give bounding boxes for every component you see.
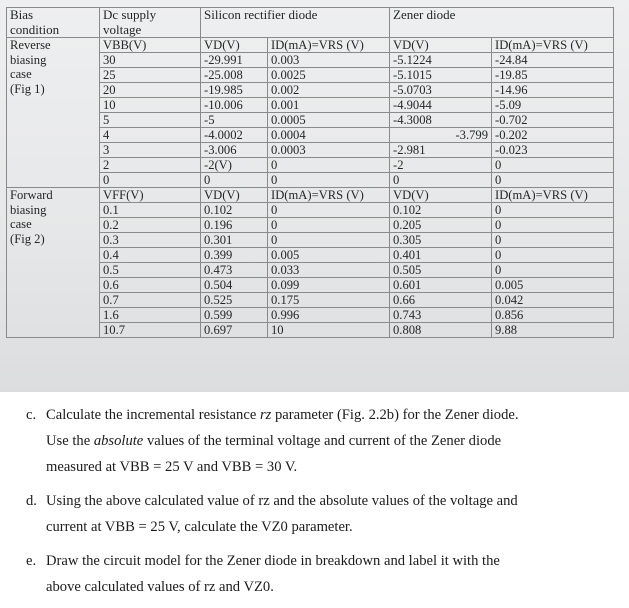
table-cell: 0: [268, 233, 390, 248]
reverse-label: Reverse biasing case (Fig 1): [7, 38, 100, 188]
table-cell: 0.175: [268, 293, 390, 308]
table-cell: 10: [268, 323, 390, 338]
table-cell: 20: [100, 83, 201, 98]
table-cell: -0.202: [492, 128, 614, 143]
reverse-subheader-row: [7, 38, 614, 53]
table-cell: 0.002: [268, 83, 390, 98]
table-cell: 2: [100, 158, 201, 173]
table-cell: 0.504: [201, 278, 268, 293]
table-cell: 0: [268, 173, 390, 188]
table-cell: 0.099: [268, 278, 390, 293]
forward-subheader-cell: VFF(V): [100, 188, 201, 203]
question-e-line2: above calculated values of rz and VZ0.: [46, 579, 274, 595]
table-cell: 0.205: [390, 218, 492, 233]
table-cell: 0: [492, 233, 614, 248]
question-d-line2: current at VBB = 25 V, calculate the VZ0 parameter.: [46, 519, 353, 535]
table-cell: -10.006: [201, 98, 268, 113]
table-cell: 0.1: [100, 203, 201, 218]
table-cell: 0.525: [201, 293, 268, 308]
table-cell: -14.96: [492, 83, 614, 98]
table-cell: 0.005: [268, 248, 390, 263]
dc-supply-header: Dc supply voltage: [100, 8, 201, 38]
table-cell: 0: [492, 203, 614, 218]
table-cell: 0.033: [268, 263, 390, 278]
table-cell: 0.0005: [268, 113, 390, 128]
question-d: [26, 488, 606, 540]
question-c: c. Calculate the incremental resistance rz parameter (Fig. 2.2b) for the Zener diode. Use the absolute values of the terminal voltage and current of the Zener diode measured at VBB = 25 V and VBB = 30 V.: [26, 402, 606, 480]
table-cell: 0.5: [100, 263, 201, 278]
table-cell: 0.473: [201, 263, 268, 278]
table-cell: 25: [100, 68, 201, 83]
table-cell: -19.85: [492, 68, 614, 83]
zener-header: Zener diode: [390, 8, 614, 38]
table-cell: 0.4: [100, 248, 201, 263]
table-cell: 9.88: [492, 323, 614, 338]
reverse-subheader-cell: ID(mA)=VRS (V): [492, 38, 614, 53]
table-cell: 0.003: [268, 53, 390, 68]
table-cell: 0.0004: [268, 128, 390, 143]
table-cell: 0: [390, 173, 492, 188]
table-cell: -3.799: [390, 128, 492, 143]
table-cell: 0.2: [100, 218, 201, 233]
question-d-label: d.: [26, 493, 37, 509]
table-cell: 0: [268, 218, 390, 233]
rz-symbol: rz: [259, 407, 272, 423]
table-cell: 0.66: [390, 293, 492, 308]
forward-label: Forward biasing case (Fig 2): [7, 188, 100, 338]
header-row: [7, 8, 614, 38]
measurement-table: [6, 7, 614, 338]
table-cell: 0.102: [390, 203, 492, 218]
table-cell: 0: [492, 173, 614, 188]
question-d-line1: Using the above calculated value of rz and the absolute values of the voltage and: [46, 493, 518, 509]
table-cell: 0: [492, 218, 614, 233]
table-cell: -5.1015: [390, 68, 492, 83]
table-cell: 0.042: [492, 293, 614, 308]
table-cell: -0.702: [492, 113, 614, 128]
table-cell: 0.505: [390, 263, 492, 278]
table-cell: 0: [201, 173, 268, 188]
table-cell: 10.7: [100, 323, 201, 338]
reverse-subheader-cell: ID(mA)=VRS (V): [268, 38, 390, 53]
forward-subheader-cell: ID(mA)=VRS (V): [492, 188, 614, 203]
table-cell: -4.3008: [390, 113, 492, 128]
question-e-label: e.: [26, 553, 37, 569]
table-cell: -5.1224: [390, 53, 492, 68]
table-cell: -19.985: [201, 83, 268, 98]
table-cell: 0.0025: [268, 68, 390, 83]
absolute-word: absolute: [93, 433, 144, 449]
table-cell: 0.743: [390, 308, 492, 323]
reverse-subheader-cell: VBB(V): [100, 38, 201, 53]
table-cell: 0.102: [201, 203, 268, 218]
table-cell: 0.196: [201, 218, 268, 233]
table-cell: -29.991: [201, 53, 268, 68]
table-cell: -25.008: [201, 68, 268, 83]
table-cell: -5.0703: [390, 83, 492, 98]
table-cell: 0.305: [390, 233, 492, 248]
questions: [26, 402, 606, 608]
table-cell: 10: [100, 98, 201, 113]
table-cell: 0.601: [390, 278, 492, 293]
table-cell: 0: [100, 173, 201, 188]
table-cell: -24.84: [492, 53, 614, 68]
table-cell: 0: [268, 158, 390, 173]
table-cell: 0: [492, 158, 614, 173]
table-cell: -2.981: [390, 143, 492, 158]
table-cell: 0: [268, 203, 390, 218]
table-cell: 0.808: [390, 323, 492, 338]
question-c-label: c.: [26, 407, 37, 423]
bias-condition-header: Bias condition: [7, 8, 100, 38]
table-cell: 0.301: [201, 233, 268, 248]
table-cell: -5: [201, 113, 268, 128]
table-cell: -3.006: [201, 143, 268, 158]
forward-subheader-row: [7, 188, 614, 203]
table-cell: 0.001: [268, 98, 390, 113]
table-cell: 0.697: [201, 323, 268, 338]
table-cell: 0.401: [390, 248, 492, 263]
table-cell: 4: [100, 128, 201, 143]
table-cell: 0.399: [201, 248, 268, 263]
table-cell: 0.599: [201, 308, 268, 323]
forward-subheader-cell: VD(V): [201, 188, 268, 203]
table-cell: -5.09: [492, 98, 614, 113]
table-cell: 0.3: [100, 233, 201, 248]
table-cell: 0: [492, 248, 614, 263]
table-cell: 1.6: [100, 308, 201, 323]
table-cell: 5: [100, 113, 201, 128]
reverse-subheader-cell: VD(V): [390, 38, 492, 53]
table-cell: 0.856: [492, 308, 614, 323]
table-cell: -0.023: [492, 143, 614, 158]
forward-subheader-cell: ID(mA)=VRS (V): [268, 188, 390, 203]
table-cell: 0.6: [100, 278, 201, 293]
table-cell: 0.996: [268, 308, 390, 323]
table-cell: 3: [100, 143, 201, 158]
table-cell: -4.0002: [201, 128, 268, 143]
table-cell: -4.9044: [390, 98, 492, 113]
table-cell: -2: [390, 158, 492, 173]
table-cell: 0.005: [492, 278, 614, 293]
table-cell: 0: [492, 263, 614, 278]
table-cell: 0.0003: [268, 143, 390, 158]
question-c-line3: measured at VBB = 25 V and VBB = 30 V.: [46, 459, 298, 475]
question-e-line1: Draw the circuit model for the Zener diode in breakdown and label it with the: [46, 553, 500, 569]
forward-subheader-cell: VD(V): [390, 188, 492, 203]
table-cell: 30: [100, 53, 201, 68]
reverse-subheader-cell: VD(V): [201, 38, 268, 53]
table-cell: -2(V): [201, 158, 268, 173]
question-e: [26, 548, 606, 600]
table-cell: 0.7: [100, 293, 201, 308]
silicon-header: Silicon rectifier diode: [201, 8, 390, 38]
